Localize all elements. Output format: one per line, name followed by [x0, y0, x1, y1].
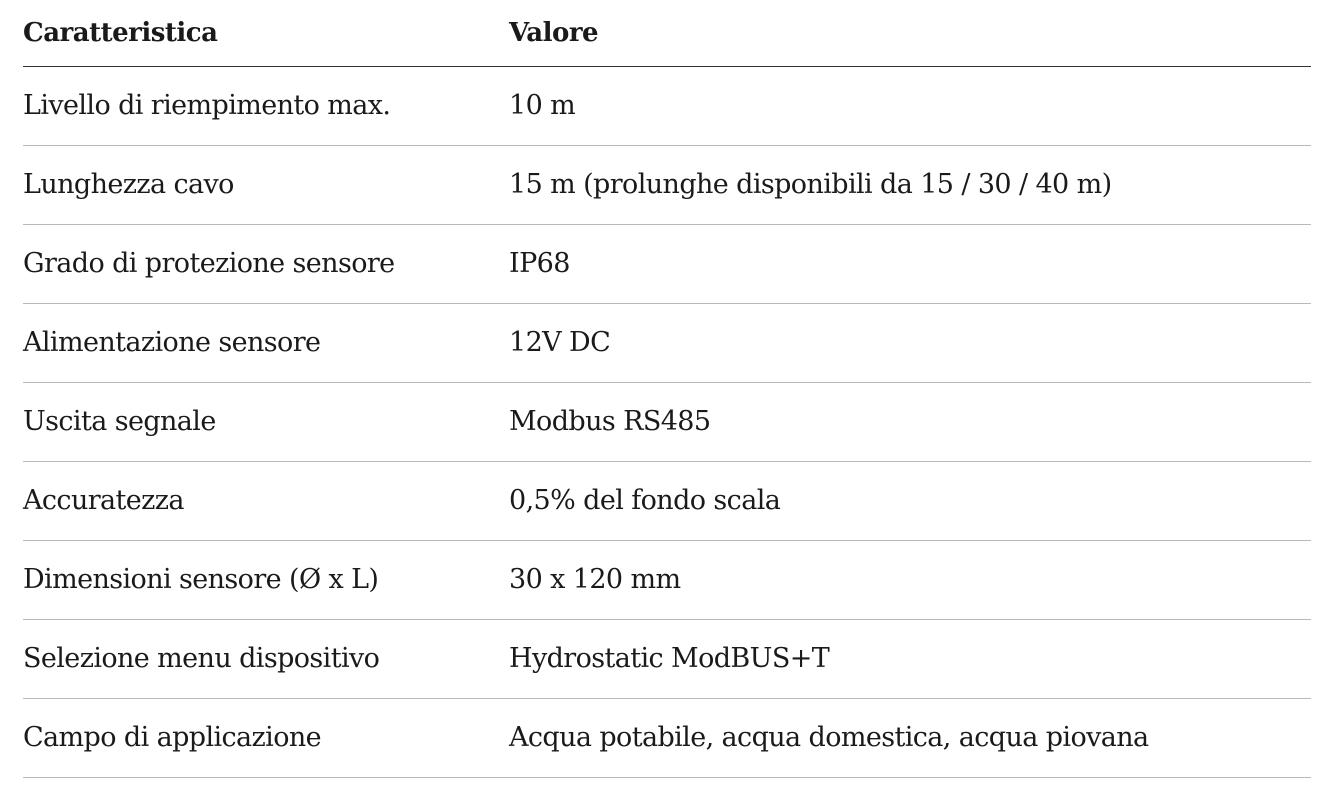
row-key: Alimentazione sensore	[23, 303, 509, 382]
row-key: Selezione menu dispositivo	[23, 619, 509, 698]
column-header-characteristic: Caratteristica	[23, 0, 509, 66]
row-key: Grado di protezione sensore	[23, 224, 509, 303]
table-row	[23, 382, 1311, 461]
row-value: 12V DC	[509, 303, 1311, 382]
table-row	[23, 540, 1311, 619]
table-row	[23, 619, 1311, 698]
row-value: 10 m	[509, 66, 1311, 145]
row-value: 0,5% del fondo scala	[509, 461, 1311, 540]
row-value: 30 x 120 mm	[509, 540, 1311, 619]
table-row	[23, 145, 1311, 224]
row-value: Acqua potabile, acqua domestica, acqua piovana	[509, 698, 1311, 777]
column-header-value: Valore	[509, 0, 1311, 66]
row-key: Livello di riempimento max.	[23, 66, 509, 145]
table-row	[23, 461, 1311, 540]
table-row	[23, 66, 1311, 145]
row-value: Modbus RS485	[509, 382, 1311, 461]
table-row	[23, 224, 1311, 303]
row-value: Hydrostatic ModBUS+T	[509, 619, 1311, 698]
row-key: Dimensioni sensore (Ø x L)	[23, 540, 509, 619]
row-value: 15 m (prolunghe disponibili da 15 / 30 / 40 m)	[509, 145, 1311, 224]
table-row	[23, 698, 1311, 777]
row-key: Campo di applicazione	[23, 698, 509, 777]
row-key: Accuratezza	[23, 461, 509, 540]
row-value: IP68	[509, 224, 1311, 303]
row-key: Lunghezza cavo	[23, 145, 509, 224]
table-header-row	[23, 0, 1311, 66]
row-key: Uscita segnale	[23, 382, 509, 461]
table-row	[23, 303, 1311, 382]
specifications-table	[23, 0, 1311, 778]
